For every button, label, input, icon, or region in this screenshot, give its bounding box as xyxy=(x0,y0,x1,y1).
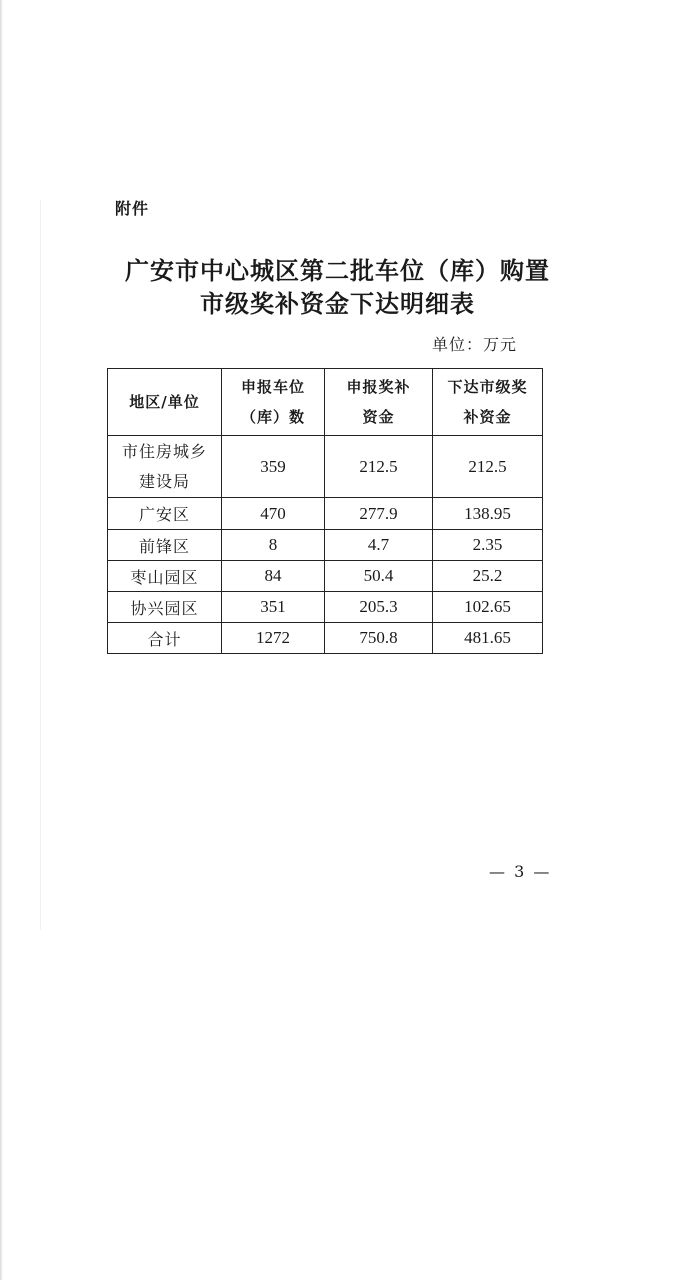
table-row xyxy=(108,436,543,498)
header-issued-funds-line-2: 补资金 xyxy=(463,408,512,426)
row-issued-funds: 481.65 xyxy=(433,623,543,654)
funding-detail-table xyxy=(107,368,543,654)
row-parking-count: 8 xyxy=(222,530,325,561)
row-region-name: 广安区 xyxy=(108,498,222,530)
header-issued-funds xyxy=(433,369,543,436)
header-declared-funds xyxy=(325,369,433,436)
page-number: — 3 — xyxy=(489,862,552,881)
table-total-row xyxy=(108,623,543,654)
page-fold-line xyxy=(40,200,41,930)
row-declared-funds: 50.4 xyxy=(325,561,433,592)
attachment-label: 附件 xyxy=(115,199,150,218)
header-region xyxy=(108,369,222,436)
document-title-line-2: 市级奖补资金下达明细表 xyxy=(200,289,475,318)
header-region-label: 地区/单位 xyxy=(129,393,200,411)
header-issued-funds-line-1: 下达市级奖 xyxy=(447,378,528,396)
header-parking-count-line-1: 申报车位 xyxy=(240,378,305,396)
header-parking-count xyxy=(222,369,325,436)
row-issued-funds: 102.65 xyxy=(433,592,543,623)
row-issued-funds: 2.35 xyxy=(433,530,543,561)
table-row xyxy=(108,561,543,592)
header-declared-funds-line-2: 资金 xyxy=(362,408,395,426)
row-region-name-line-2: 建设局 xyxy=(138,471,190,491)
table-row xyxy=(108,530,543,561)
header-declared-funds-line-1: 申报奖补 xyxy=(346,378,411,396)
row-region-name: 协兴园区 xyxy=(108,592,222,623)
table-row xyxy=(108,498,543,530)
row-parking-count: 470 xyxy=(222,498,325,530)
row-parking-count: 351 xyxy=(222,592,325,623)
row-issued-funds: 212.5 xyxy=(433,436,543,498)
page-edge xyxy=(0,0,3,1280)
table-row xyxy=(108,592,543,623)
row-parking-count: 359 xyxy=(222,436,325,498)
row-declared-funds: 277.9 xyxy=(325,498,433,530)
row-region-name xyxy=(108,436,222,498)
document-title-line-1: 广安市中心城区第二批车位（库）购置 xyxy=(125,256,550,285)
header-parking-count-line-2: （库）数 xyxy=(240,408,305,426)
row-region-name: 前锋区 xyxy=(108,530,222,561)
row-declared-funds: 205.3 xyxy=(325,592,433,623)
row-issued-funds: 138.95 xyxy=(433,498,543,530)
row-declared-funds: 750.8 xyxy=(325,623,433,654)
row-parking-count: 84 xyxy=(222,561,325,592)
row-region-name-line-1: 市住房城乡 xyxy=(121,441,207,461)
row-issued-funds: 25.2 xyxy=(433,561,543,592)
row-parking-count: 1272 xyxy=(222,623,325,654)
unit-label: 单位：万元 xyxy=(432,335,518,354)
row-region-name: 枣山园区 xyxy=(108,561,222,592)
row-region-name: 合计 xyxy=(108,623,222,654)
row-declared-funds: 212.5 xyxy=(325,436,433,498)
row-declared-funds: 4.7 xyxy=(325,530,433,561)
table-header-row xyxy=(108,369,543,436)
